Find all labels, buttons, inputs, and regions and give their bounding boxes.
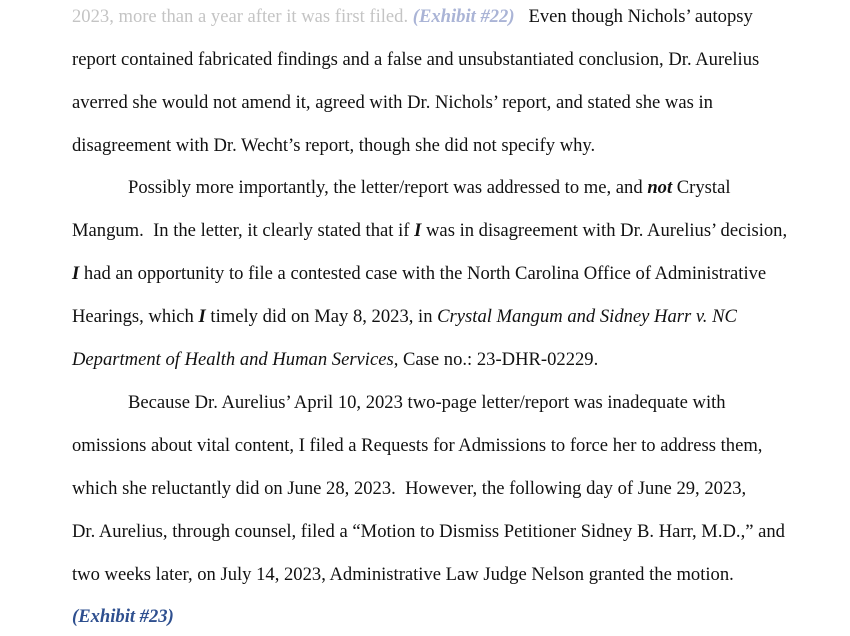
text-line: which she reluctantly did on June 28, 2023. However, the following day of June 29, 2023, xyxy=(72,478,747,499)
emphasis-text: I xyxy=(414,220,422,241)
text-line: two weeks later, on July 14, 2023, Administrative Law Judge Nelson granted the motion. xyxy=(72,564,734,585)
body-text: Mangum. In the letter, it clearly stated that if xyxy=(72,220,415,241)
exhibit-reference: (Exhibit #23) xyxy=(72,606,174,627)
body-text: was in disagreement with Dr. Aurelius’ decision, xyxy=(421,220,788,241)
paragraph-start-line: Because Dr. Aurelius’ April 10, 2023 two-page letter/report was inadequate with xyxy=(128,392,726,413)
exhibit-reference: (Exhibit #22) xyxy=(412,6,515,27)
text-line: Dr. Aurelius, through counsel, filed a “Motion to Dismiss Petitioner Sidney B. Harr, M.D.,” and xyxy=(72,521,785,542)
text-line xyxy=(72,263,766,285)
emphasis-text: I xyxy=(198,306,206,327)
body-text: Crystal xyxy=(672,177,731,198)
body-text: Possibly more importantly, the letter/report was addressed to me, and xyxy=(128,177,648,198)
case-title: Crystal Mangum and Sidney Harr v. NC xyxy=(437,306,737,327)
text-line xyxy=(72,349,598,371)
body-text: timely did on May 8, 2023, in xyxy=(205,306,438,327)
body-text: Hearings, which xyxy=(72,306,199,327)
emphasis-text: I xyxy=(72,263,80,284)
text-line: averred she would not amend it, agreed with Dr. Nichols’ report, and stated she was in xyxy=(72,92,713,113)
emphasis-text: not xyxy=(647,177,673,198)
text-line: omissions about vital content, I filed a Requests for Admissions to force her to address them, xyxy=(72,435,763,456)
text-line xyxy=(72,6,753,28)
text-line: report contained fabricated findings and a false and unsubstantiated conclusion, Dr. Aurelius xyxy=(72,49,760,70)
text-line xyxy=(72,306,737,328)
text-line xyxy=(72,220,787,242)
text-line xyxy=(72,606,174,628)
body-text: had an opportunity to file a contested case with the North Carolina Office of Administrative xyxy=(79,263,767,284)
paragraph-start-line xyxy=(128,177,731,199)
faded-text: 2023, more than a year after it was first filed. xyxy=(72,6,413,27)
case-title: Department of Health and Human Services xyxy=(72,349,394,370)
text-line: disagreement with Dr. Wecht’s report, though she did not specify why. xyxy=(72,135,596,156)
body-text: Even though Nichols’ autopsy xyxy=(514,6,753,27)
body-text: , Case no.: 23-DHR-02229. xyxy=(393,349,599,370)
